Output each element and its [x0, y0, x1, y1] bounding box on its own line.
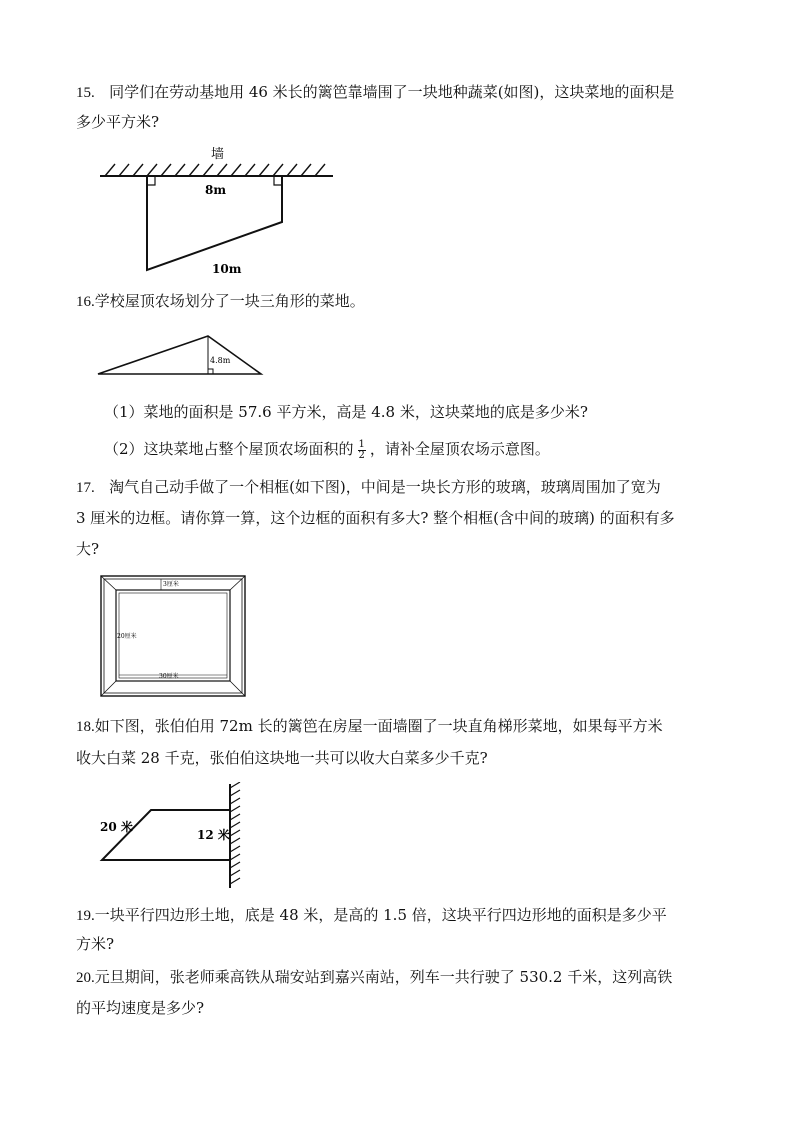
q16-sub1: （1）菜地的面积是 57.6 平方米，高是 4.8 米，这块菜地的底是多少米? [104, 403, 588, 421]
q17-figure [99, 574, 249, 700]
q18-number: 18. [76, 719, 95, 735]
label-20m: 20 米 [100, 820, 133, 834]
triangle-plot [98, 336, 261, 374]
wall-hatching [230, 782, 240, 884]
q20-text-2: 的平均速度是多少? [76, 999, 205, 1017]
miter-top-right [230, 576, 245, 590]
q18-text-1: 如下图，张伯伯用 72m 长的篱笆在房屋一面墙圈了一块直角梯形菜地，如果每平方米 [94, 717, 663, 735]
miter-bottom-right [230, 681, 245, 696]
q17-text-3: 大? [76, 540, 100, 558]
label-8m: 8m [205, 183, 227, 197]
label-20cm: 20厘米 [117, 633, 137, 640]
q16-sub2 [104, 439, 550, 461]
q20-line1 [76, 967, 672, 988]
q16-sub2-before: （2）这块菜地占整个屋顶农场面积的 [104, 440, 354, 458]
q15-line1 [76, 82, 674, 103]
q16-line1 [76, 291, 365, 312]
q20-text-1: 元旦期间，张老师乘高铁从瑞安站到嘉兴南站，列车一共行驶了 530.2 千米，这列高铁 [94, 968, 673, 986]
q19-text-1: 一块平行四边形土地，底是 48 米，是高的 1.5 倍，这块平行四边形地的面积是多少平 [94, 906, 667, 924]
miter-bottom-left [101, 681, 116, 696]
q19-text-2: 方米? [76, 935, 115, 953]
label-3cm: 3厘米 [163, 581, 179, 588]
q20-number: 20. [76, 970, 95, 986]
miter-top-left [101, 576, 116, 590]
q16-sub2-after: ，请补全屋顶农场示意图。 [369, 440, 550, 458]
q17-text-1: 淘气自己动手做了一个相框(如下图)，中间是一块长方形的玻璃，玻璃周围加了宽为 [109, 478, 661, 496]
q18-line1 [76, 716, 663, 737]
label-12m: 12 米 [197, 828, 230, 842]
q15-figure [95, 142, 345, 276]
q16-figure [95, 330, 270, 382]
q15-number: 15. [76, 85, 95, 101]
q18-text-2: 收大白菜 28 千克，张伯伯这块地一共可以收大白菜多少千克? [76, 749, 488, 767]
q19-number: 19. [76, 908, 95, 924]
q17-line1 [76, 477, 661, 498]
fraction-denominator: 2 [358, 449, 365, 461]
q18-figure [98, 782, 248, 890]
right-angle-mark-right [274, 176, 282, 185]
q17-number: 17. [76, 480, 95, 496]
wall-hatching [100, 164, 333, 176]
q19-line1 [76, 905, 667, 926]
wall-label: 墙 [211, 147, 225, 162]
fraction-numerator: 1 [358, 438, 365, 450]
q15-text-2: 多少平方米? [76, 113, 160, 131]
fraction-one-half [358, 440, 366, 461]
label-30cm: 30厘米 [159, 673, 179, 680]
label-10m: 10m [212, 262, 242, 276]
label-4-8m: 4.8m [210, 356, 231, 365]
q16-text-1: 学校屋顶农场划分了一块三角形的菜地。 [94, 292, 365, 310]
q17-text-2: 3 厘米的边框。请你算一算，这个边框的面积有多大? 整个相框(含中间的玻璃) 的面积有多 [76, 509, 675, 527]
q16-number: 16. [76, 294, 95, 310]
right-angle-mark-left [147, 176, 155, 185]
q15-text-1: 同学们在劳动基地用 46 米长的篱笆靠墙围了一块地种蔬菜(如图)，这块菜地的面积是 [109, 83, 675, 101]
